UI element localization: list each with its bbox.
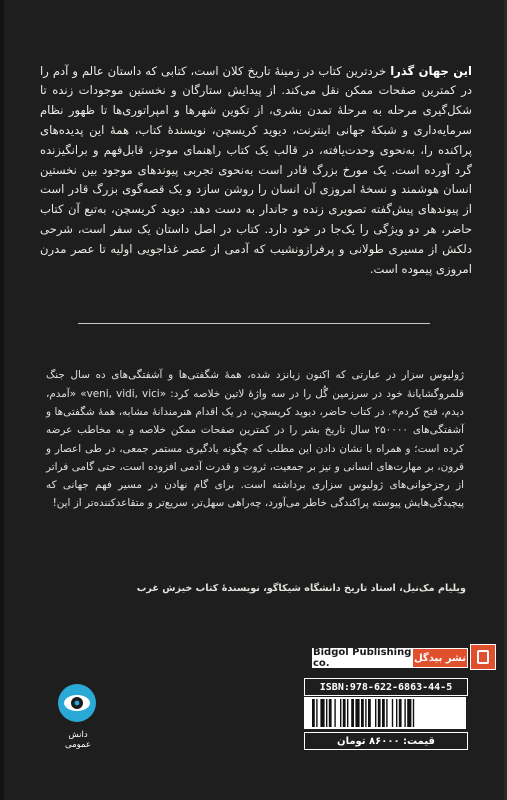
barcode-bar xyxy=(396,699,397,727)
cover-edge-left xyxy=(0,0,4,800)
publisher-name-fa: نشر بیدگل xyxy=(413,649,467,667)
section-divider xyxy=(78,323,430,324)
series-name: دانش عمومی xyxy=(64,730,91,750)
barcode-bar xyxy=(386,699,387,727)
barcode-bar xyxy=(312,699,315,727)
review-signature: ویلیام مک‌نیل، استاد تاریخ دانشگاه شیکاگو، نویسندهٔ کتاب خیزش غرب xyxy=(136,583,466,594)
barcode-bar xyxy=(382,699,385,727)
barcode-bar xyxy=(407,699,411,727)
barcode-bar xyxy=(378,699,381,727)
barcode-bar xyxy=(351,699,354,727)
barcode-bar xyxy=(355,699,359,727)
bidgol-logo-icon xyxy=(470,644,496,670)
barcode-bar xyxy=(347,699,348,727)
barcode-bar xyxy=(326,699,327,727)
eye-logo-icon xyxy=(57,683,97,723)
barcode-bar xyxy=(404,699,405,727)
barcode-bar xyxy=(365,699,366,727)
book-title-inline: این جهان گذرا xyxy=(390,63,473,78)
price-label: قیمت: ۸۶۰۰۰ تومان xyxy=(304,732,468,750)
barcode-bar xyxy=(320,699,324,727)
barcode-bar xyxy=(368,699,371,727)
publisher-name-en: Bidgol Publishing co. xyxy=(313,647,412,669)
barcode-bar xyxy=(375,699,376,727)
book-description-text: خردترین کتاب در زمینهٔ تاریخ کلان است، کتابی که داستان عالم و آدم را در کمترین صفحات ممکن نقل می‌کند. از پیدایش ستارگان و نخستین موجودات زنده تا شکل‌گیری مرحله به مرحلهٔ تمدن بشری، از تکوین شهرها و امپراتوری‌ها تا ظهور نظام سرمایه‌داری و شبکهٔ جهانی اینترنت، دیوید کریسچن، نویسندهٔ کتاب، همهٔ این پدیده‌های پراکنده را، به‌نحوی وحدت‌یافته، در قالب یک کتاب راهنمای موجز، قابل‌فهم و برانگیزنده گرد آورده است. یک مورخ بزرگ قادر است به‌نحوی تجربی پیوندهای موجود بین نخستین انسان هوشمند و نسخهٔ امروزی آن انسان را روشن سازد و یک قصه‌گوی بزرگ قادر است از پیوندهای پیش‌گفته تصویری زنده و جاندار به دست دهد. دیوید کریسچن، به‌تبع آن کتاب حاضر، هر دو ویژگی را یک‌جا در خود دارد. کتاب در اصل داستان یک سفر است، شرحی دلکش از مسیری طولانی و پرفرازونشیب که آدمی از عصر غذاجویی اولیه تا عصر مدرن امروزی پیموده است. xyxy=(40,63,472,276)
barcode-bar xyxy=(361,699,364,727)
barcode-bar xyxy=(343,699,346,727)
barcode-bar xyxy=(340,699,341,727)
barcode-bar xyxy=(329,699,332,727)
barcode-icon xyxy=(304,697,466,729)
review-quote: ژولیوس سزار در عبارتی که اکنون زبانزد شده، همهٔ شگفتی‌ها و آشفتگی‌های ده سال جنگ قلمروگشایانهٔ خود در سرزمین گُل را در سه واژهٔ لاتین خلاصه کرد: «veni, vidi, vici» «آمدم، دیدم، فتح کردم». در کتاب حاضر، دیوید کریسچن، در یک اقدام هنرمندانهٔ مشابه، همهٔ شگفتی‌ها و آشفتگی‌های ۲۵۰۰۰۰ سال تاریخ بشر را در کمترین صفحات ممکن خلاصه و به مخاطب عرضه کرده است؛ و همراه با نشان دادن این مطلب که چگونه یادگیری مستمر جمعی، در طی اعصار و قرون، بر مهارت‌های انسانی و نیز بر جمعیت، ثروت و قدرت آدمی افزوده است، حتی گامی فراتر از رجزخوانی‌های ژولیوس سزاری برداشته است. برای گام نهادن در مسیر فهم جهانی که پیچیدگی‌هایش پیوسته پراکندگی خاطر می‌آورد، چه‌راهی سهل‌تر، سریع‌تر و متقاعدکننده‌تر از این! xyxy=(46,369,464,510)
book-description xyxy=(40,62,472,280)
barcode-bar xyxy=(392,699,393,727)
barcode-bar xyxy=(413,699,414,727)
barcode-bar xyxy=(334,699,335,727)
barcode-bar xyxy=(399,699,402,727)
publisher-badge xyxy=(312,648,468,668)
barcode-bar xyxy=(316,699,317,727)
isbn-label: ISBN:978-622-6863-44-5 xyxy=(304,678,468,696)
